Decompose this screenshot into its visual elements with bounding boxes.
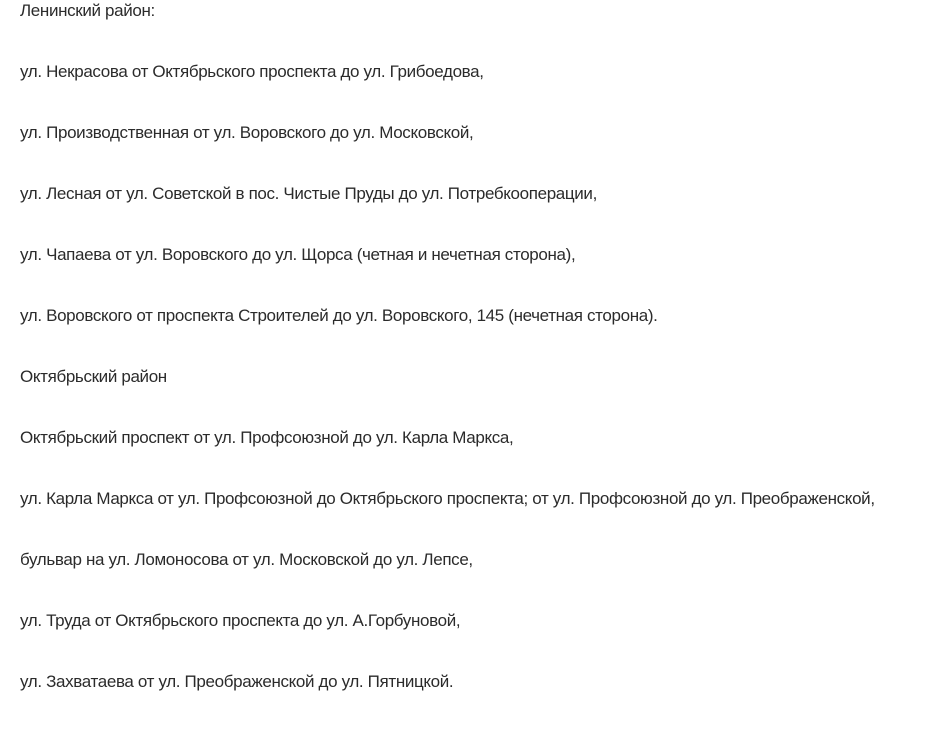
street-item: ул. Воровского от проспекта Строителей до ул. Воровского, 145 (нечетная сторона). (20, 306, 658, 325)
district-heading-leninsky: Ленинский район: (20, 1, 155, 20)
street-item: Октябрьский проспект от ул. Профсоюзной до ул. Карла Маркса, (20, 428, 514, 447)
street-item: ул. Карла Маркса от ул. Профсоюзной до Октябрьского проспекта; от ул. Профсоюзной до ул. Преображенской, (20, 489, 875, 508)
street-item: ул. Захватаева от ул. Преображенской до ул. Пятницкой. (20, 672, 454, 691)
street-item: ул. Труда от Октябрьского проспекта до ул. А.Горбуновой, (20, 611, 461, 630)
district-heading-oktyabrsky: Октябрьский район (20, 367, 167, 386)
street-item: бульвар на ул. Ломоносова от ул. Московской до ул. Лепсе, (20, 550, 473, 569)
street-item: ул. Некрасова от Октябрьского проспекта до ул. Грибоедова, (20, 62, 484, 81)
article-body (20, 0, 930, 732)
street-item: ул. Чапаева от ул. Воровского до ул. Щорса (четная и нечетная сторона), (20, 245, 576, 264)
street-item: ул. Лесная от ул. Советской в пос. Чистые Пруды до ул. Потребкооперации, (20, 184, 597, 203)
street-item: ул. Производственная от ул. Воровского до ул. Московской, (20, 123, 474, 142)
